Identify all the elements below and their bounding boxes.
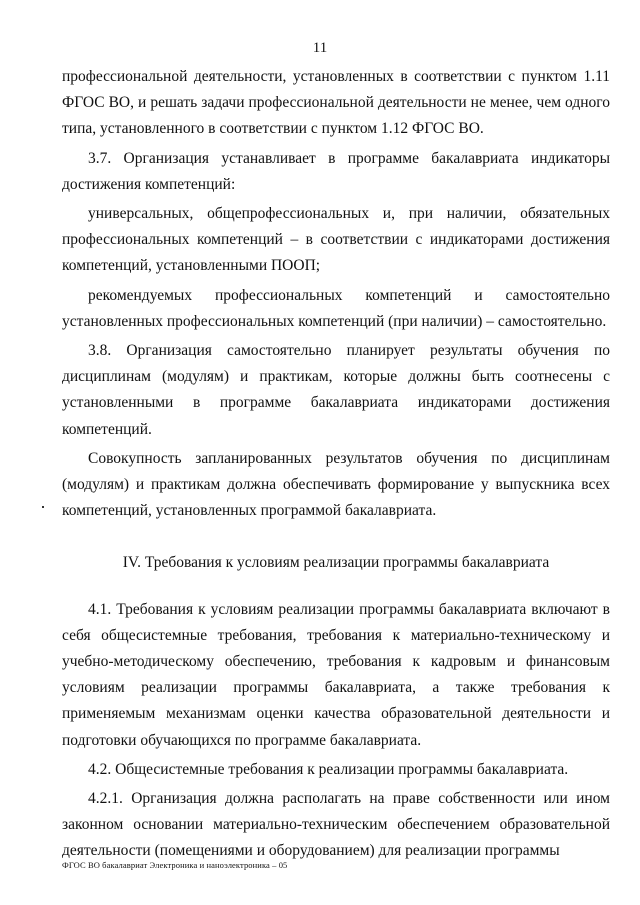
paragraph-continuation: профессиональной деятельности, установленных в соответствии с пунктом 1.11 ФГОС ВО, и решать задачи профессиональной деятельности не менее, чем одного типа, установленного в соответствии с пунктом 1.12 ФГОС ВО. bbox=[62, 68, 610, 138]
paragraph-recommended-competencies: рекомендуемых профессиональных компетенций и самостоятельно установленных профессиональных компетенций (при наличии) – самостоятельно. bbox=[62, 286, 610, 330]
section-heading: IV. Требования к условиям реализации программы бакалавриата bbox=[122, 554, 550, 572]
paragraph-4-2: 4.2. Общесистемные требования к реализации программы бакалавриата. bbox=[88, 760, 569, 778]
paragraph-learning-outcomes: Совокупность запланированных результатов обучения по дисциплинам (модулям) и практикам должна обеспечивать формирование у выпускника всех компетенций, установленных программой бакалавриата. bbox=[62, 449, 610, 520]
page-number: 11 bbox=[312, 40, 328, 56]
margin-dot bbox=[42, 506, 44, 508]
paragraph-4-2-1: 4.2.1. Организация должна располагать на праве собственности или ином законном основании материально-техническим обеспечением образовательной деятельности (помещениями и оборудованием) для реализации программы bbox=[62, 790, 610, 860]
paragraph-3-7: 3.7. Организация устанавливает в программе бакалавриата индикаторы достижения компетенций: bbox=[62, 149, 610, 193]
paragraph-4-1: 4.1. Требования к условиям реализации программы бакалавриата включают в себя общесистемные требования, требования к материально-техническому и учебно-методическому обеспечению, требования к кадровым и финансовым условиям реализации программы бакалавриата, а также требования к применяемым механизмам оценки качества образовательной деятельности и подготовки обучающихся по программе бакалавриата. bbox=[62, 600, 610, 749]
document-body bbox=[62, 64, 610, 868]
page-footer: ФГОС ВО бакалавриат Электроника и наноэлектроника – 05 bbox=[62, 860, 288, 870]
paragraph-universal-competencies: универсальных, общепрофессиональных и, при наличии, обязательных профессиональных компетенций – в соответствии с индикаторами достижения компетенций, установленными ПООП; bbox=[62, 205, 610, 275]
paragraph-3-8: 3.8. Организация самостоятельно планирует результаты обучения по дисциплинам (модулям) и практикам, которые должны быть соотнесены с установленными в программе бакалавриата индикаторами достижения компетенций. bbox=[62, 342, 610, 438]
